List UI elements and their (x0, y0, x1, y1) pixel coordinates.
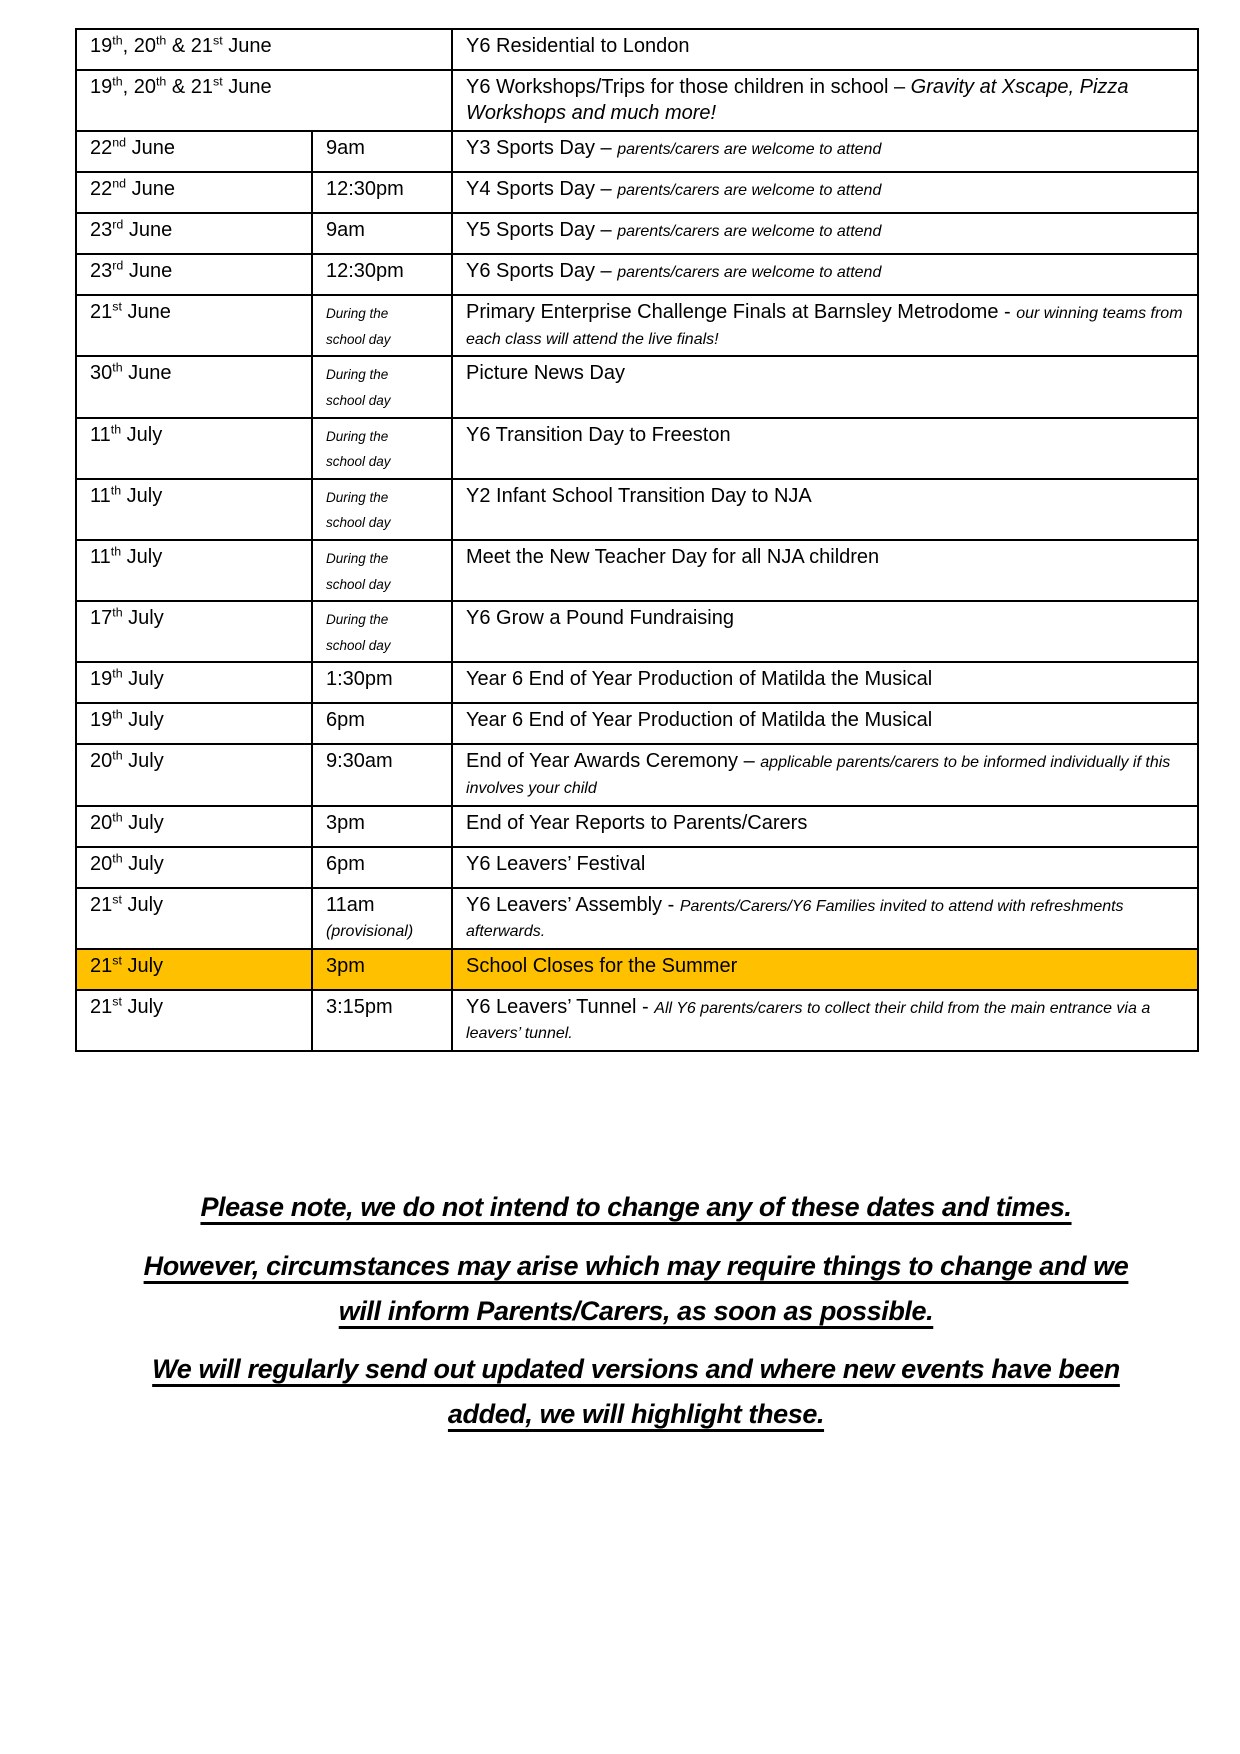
text-segment: Y6 Leavers’ Festival (466, 852, 646, 875)
table-row (76, 356, 1198, 417)
text-segment: 6pm (326, 709, 365, 732)
date-cell (76, 131, 312, 172)
table-row (76, 949, 1198, 990)
text-segment: school day (326, 331, 391, 347)
date-cell (76, 70, 452, 131)
text-segment: 19 (90, 76, 113, 98)
text-segment: End of Year Awards Ceremony – (466, 750, 761, 773)
text-segment: 23 (90, 260, 113, 283)
date-cell (76, 888, 312, 949)
table-row (76, 601, 1198, 662)
text-segment: & 21 (166, 76, 213, 98)
text-segment: Y6 Residential to London (466, 35, 690, 57)
text-segment: 21 (90, 893, 113, 916)
text-segment: Y2 Infant School Transition Day to NJA (466, 484, 812, 507)
event-cell (452, 888, 1198, 949)
date-cell (76, 662, 312, 703)
text-segment: Year 6 End of Year Production of Matilda the Musical (466, 709, 933, 732)
event-cell (452, 744, 1198, 805)
table-row (76, 744, 1198, 805)
text-segment: 22 (90, 137, 113, 160)
text-segment: June (123, 219, 173, 242)
event-cell (452, 949, 1198, 990)
event-cell (452, 172, 1198, 213)
text-segment: 11 (90, 423, 111, 446)
date-cell (76, 213, 312, 254)
time-cell (312, 949, 452, 990)
text-segment: parents/carers are welcome to attend (617, 223, 882, 241)
text-segment: 20 (90, 750, 113, 773)
text-segment: Meet the New Teacher Day for all NJA children (466, 545, 880, 568)
text-segment: 20 (90, 811, 113, 834)
text-segment: Parents/Carers/Y6 Families invited to attend with refreshments afterwards. (466, 897, 1124, 941)
text-segment: July (122, 709, 164, 732)
time-cell (312, 847, 452, 888)
ordinal-suffix: th (112, 74, 123, 89)
text-segment: June (122, 362, 172, 385)
date-cell (76, 703, 312, 744)
text-segment: 6pm (326, 852, 365, 875)
table-row (76, 662, 1198, 703)
text-segment: 12:30pm (326, 178, 404, 201)
date-cell (76, 254, 312, 295)
text-segment: Gravity at Xscape, Pizza Workshops and much more! (466, 76, 1129, 124)
table-row (76, 254, 1198, 295)
event-cell (452, 356, 1198, 417)
text-segment: parents/carers are welcome to attend (617, 141, 882, 159)
text-segment: June (123, 260, 173, 283)
text-segment: Primary Enterprise Challenge Finals at Barnsley Metrodome - (466, 301, 1017, 324)
text-segment: 1:30pm (326, 668, 393, 691)
text-segment: Y6 Leavers’ Assembly - (466, 893, 680, 916)
text-segment: Y6 Leavers’ Tunnel - (466, 995, 655, 1018)
ordinal-suffix: th (110, 483, 122, 498)
event-cell (452, 295, 1198, 356)
text-segment: 12:30pm (326, 260, 404, 283)
ordinal-suffix: th (110, 421, 122, 436)
event-cell (452, 540, 1198, 601)
table-row (76, 131, 1198, 172)
text-segment: July (122, 607, 164, 630)
text-segment: 23 (90, 219, 113, 242)
notes-section (75, 1185, 1197, 1437)
time-cell (312, 990, 452, 1051)
text-segment: June (126, 137, 175, 160)
ordinal-suffix: th (112, 850, 123, 865)
note-paragraph-3 (75, 1347, 1197, 1437)
ordinal-suffix: st (112, 299, 122, 314)
time-cell (312, 356, 452, 417)
text-segment: June (126, 178, 175, 201)
ordinal-suffix: th (112, 33, 123, 48)
date-cell (76, 418, 312, 479)
events-table-body (76, 29, 1198, 1051)
table-row (76, 888, 1198, 949)
event-cell (452, 806, 1198, 847)
ordinal-suffix: st (213, 74, 223, 89)
table-row (76, 70, 1198, 131)
date-cell (76, 540, 312, 601)
table-row (76, 172, 1198, 213)
table-row (76, 806, 1198, 847)
time-cell (312, 806, 452, 847)
text-segment: During the (326, 306, 389, 322)
text-segment: July (122, 668, 164, 691)
text-segment: June (222, 76, 272, 98)
text-segment: During the (326, 612, 389, 628)
ordinal-suffix: th (112, 707, 123, 722)
time-cell (312, 744, 452, 805)
event-cell (452, 601, 1198, 662)
text-segment: June (222, 35, 272, 57)
ordinal-suffix: rd (112, 258, 124, 273)
ordinal-suffix: nd (112, 176, 127, 191)
date-cell (76, 806, 312, 847)
note-line: added, we will highlight these. (447, 1399, 825, 1430)
text-segment: July (122, 811, 164, 834)
ordinal-suffix: th (155, 74, 167, 89)
text-segment: July (121, 893, 164, 916)
table-row (76, 847, 1198, 888)
ordinal-suffix: th (155, 33, 167, 48)
ordinal-suffix: th (112, 809, 123, 824)
event-cell (452, 847, 1198, 888)
text-segment: 19 (90, 35, 113, 57)
table-row (76, 703, 1198, 744)
text-segment: & 21 (166, 35, 213, 57)
events-table (75, 28, 1199, 1052)
text-segment: School Closes for the Summer (466, 954, 738, 977)
date-cell (76, 744, 312, 805)
date-cell (76, 847, 312, 888)
text-segment: July (121, 995, 164, 1018)
date-cell (76, 990, 312, 1051)
table-row (76, 418, 1198, 479)
text-segment: 20 (90, 852, 113, 875)
time-cell (312, 172, 452, 213)
ordinal-suffix: th (112, 748, 123, 763)
time-cell (312, 601, 452, 662)
text-segment: school day (326, 576, 391, 592)
text-segment: 19 (90, 709, 113, 732)
text-segment: July (121, 954, 164, 977)
note-line: We will regularly send out updated versions and where new events have been (152, 1354, 1120, 1385)
date-cell (76, 29, 452, 70)
text-segment: Y6 Sports Day – (466, 260, 618, 283)
time-cell (312, 479, 452, 540)
text-segment: 21 (90, 301, 113, 324)
text-segment: July (122, 852, 164, 875)
text-segment: 9am (326, 137, 365, 160)
event-cell (452, 131, 1198, 172)
text-segment: 11am (326, 893, 375, 916)
event-cell (452, 254, 1198, 295)
ordinal-suffix: th (110, 544, 122, 559)
text-segment: During the (326, 550, 389, 566)
text-segment: our winning teams from each class will attend the live finals! (466, 305, 1183, 348)
text-segment: 21 (90, 954, 113, 977)
text-segment: Y5 Sports Day – (466, 219, 618, 242)
note-line: will inform Parents/Carers, as soon as possible. (338, 1295, 934, 1326)
text-segment: All Y6 parents/carers to collect their child from the main entrance via a leavers’ tunnel. (466, 999, 1151, 1043)
date-cell (76, 356, 312, 417)
text-segment: 19 (90, 668, 113, 691)
text-segment: July (121, 423, 163, 446)
text-segment: school day (326, 392, 391, 408)
time-cell (312, 254, 452, 295)
text-segment: July (122, 750, 164, 773)
ordinal-suffix: th (112, 666, 123, 681)
date-cell (76, 295, 312, 356)
ordinal-suffix: st (213, 33, 223, 48)
table-row (76, 479, 1198, 540)
event-cell (452, 70, 1198, 131)
text-segment: During the (326, 489, 389, 505)
text-segment: school day (326, 637, 391, 653)
time-cell (312, 213, 452, 254)
note-line: However, circumstances may arise which may require things to change and we (143, 1250, 1129, 1281)
note-paragraph-1 (75, 1185, 1197, 1230)
text-segment: 3:15pm (326, 995, 393, 1018)
time-cell (312, 131, 452, 172)
text-segment: Picture News Day (466, 362, 625, 385)
date-cell (76, 601, 312, 662)
text-segment: 17 (90, 607, 113, 630)
text-segment: Y6 Transition Day to Freeston (466, 423, 731, 446)
text-segment: (provisional) (326, 923, 414, 941)
event-cell (452, 662, 1198, 703)
text-segment: Y4 Sports Day – (466, 178, 618, 201)
table-row (76, 213, 1198, 254)
text-segment: 9am (326, 219, 365, 242)
ordinal-suffix: st (112, 994, 122, 1009)
text-segment: 30 (90, 362, 113, 385)
time-cell (312, 540, 452, 601)
text-segment: 22 (90, 178, 113, 201)
event-cell (452, 418, 1198, 479)
text-segment: 11 (90, 484, 111, 507)
table-row (76, 295, 1198, 356)
ordinal-suffix: th (112, 360, 123, 375)
ordinal-suffix: st (112, 953, 122, 968)
event-cell (452, 703, 1198, 744)
date-cell (76, 479, 312, 540)
ordinal-suffix: st (112, 891, 122, 906)
text-segment: During the (326, 428, 389, 444)
text-segment: 9:30am (326, 750, 393, 773)
ordinal-suffix: th (112, 605, 123, 620)
table-row (76, 29, 1198, 70)
event-cell (452, 479, 1198, 540)
text-segment: parents/carers are welcome to attend (617, 264, 882, 282)
time-cell (312, 662, 452, 703)
note-paragraph-2 (75, 1244, 1197, 1334)
text-segment: Y6 Workshops/Trips for those children in school – (466, 76, 911, 98)
text-segment: school day (326, 515, 391, 531)
date-cell (76, 949, 312, 990)
text-segment: 3pm (326, 811, 365, 834)
event-cell (452, 990, 1198, 1051)
text-segment: school day (326, 454, 391, 470)
note-line: Please note, we do not intend to change any of these dates and times. (200, 1191, 1072, 1222)
time-cell (312, 888, 452, 949)
text-segment: 11 (90, 545, 111, 568)
text-segment: Y6 Grow a Pound Fundraising (466, 607, 734, 630)
date-cell (76, 172, 312, 213)
text-segment: End of Year Reports to Parents/Carers (466, 811, 808, 834)
text-segment: 3pm (326, 954, 365, 977)
text-segment: applicable parents/carers to be informed individually if this involves your child (466, 754, 1171, 797)
ordinal-suffix: rd (112, 217, 124, 232)
text-segment: June (121, 301, 171, 324)
event-cell (452, 213, 1198, 254)
time-cell (312, 703, 452, 744)
text-segment: July (121, 545, 163, 568)
table-row (76, 540, 1198, 601)
event-cell (452, 29, 1198, 70)
text-segment: , 20 (122, 35, 156, 57)
time-cell (312, 295, 452, 356)
text-segment: During the (326, 367, 389, 383)
ordinal-suffix: nd (112, 135, 127, 150)
time-cell (312, 418, 452, 479)
text-segment: Y3 Sports Day – (466, 137, 618, 160)
text-segment: Year 6 End of Year Production of Matilda the Musical (466, 668, 933, 691)
text-segment: , 20 (122, 76, 156, 98)
table-row (76, 990, 1198, 1051)
text-segment: July (121, 484, 163, 507)
text-segment: parents/carers are welcome to attend (617, 182, 882, 200)
text-segment: 21 (90, 995, 113, 1018)
